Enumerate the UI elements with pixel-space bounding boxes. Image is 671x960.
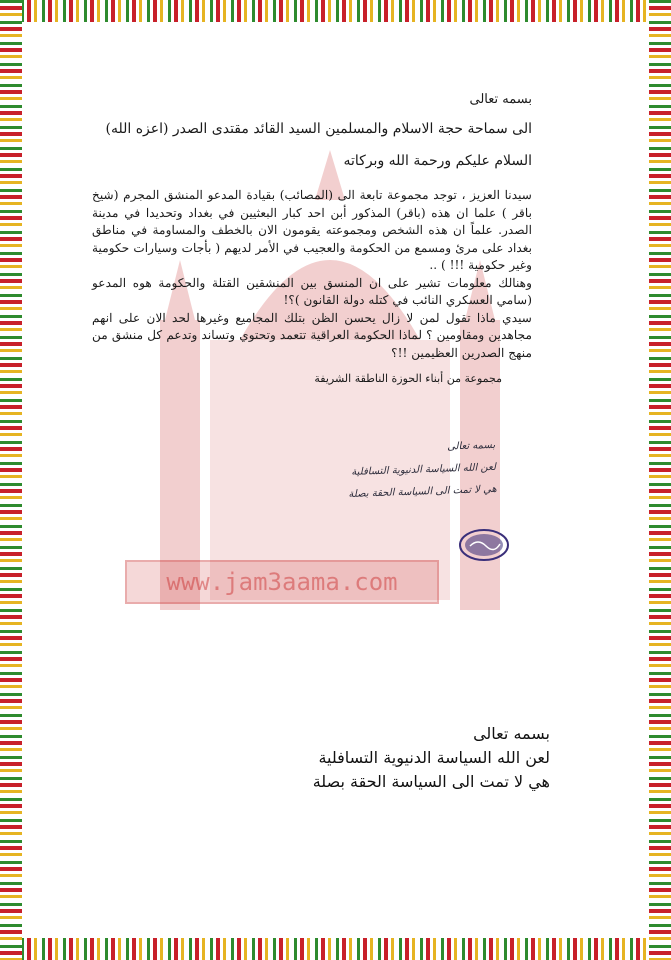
letter-paragraph: وهنالك معلومات تشير على ان المنسق بين المنشقين القتلة والحكومة هوه المدعو (سامي العسكري النائب في كتله دولة القانون )؟! xyxy=(92,275,532,307)
watermark-url: www.jam3aama.com xyxy=(125,560,439,604)
decorative-border-top xyxy=(0,0,671,22)
decorative-border-bottom xyxy=(0,938,671,960)
handwritten-line: بسمه تعالى xyxy=(446,439,496,453)
printed-reply xyxy=(150,722,550,794)
letter-signature: مجموعة من أبناء الحوزة الناطقة الشريفة xyxy=(314,372,502,385)
printed-line: بسمه تعالى xyxy=(473,724,550,743)
letter-paragraph: سيدي ماذا تقول لمن لا زال يحسن الظن بتلك المجاميع وغيرها لحد الان على انهم مجاهدين ومقاومين ؟ لماذا الحكومة العراقية تتعمد وتحتوي وتساند وتدعم كل منشق من منهج الصدرين العظيمين !!؟ xyxy=(92,310,532,360)
printed-line: لعن الله السياسة الدنيوية التسافلية xyxy=(318,748,550,767)
decorative-border-left xyxy=(0,0,22,960)
decorative-border-right xyxy=(649,0,671,960)
letter-basmala: بسمه تعالى xyxy=(469,92,532,107)
printed-line: هي لا تمت الى السياسة الحقة بصلة xyxy=(312,772,550,791)
typed-letter xyxy=(92,92,532,385)
letter-greeting: السلام عليكم ورحمة الله وبركاته xyxy=(343,153,532,169)
letter-addressee: الى سماحة حجة الاسلام والمسلمين السيد القائد مقتدى الصدر (اعزه الله) xyxy=(105,121,532,137)
handwritten-line: هي لا تمت الى السياسة الحقة بصلة xyxy=(348,483,497,501)
handwritten-line: لعن الله السياسة الدنيوية التسافلية xyxy=(351,461,497,478)
seal-stamp-icon xyxy=(458,528,510,562)
letter-paragraph: سيدنا العزيز ، توجد مجموعة تابعة الى (المصائب) بقيادة المدعو المنشق المجرم (شيخ باقر ) علما ان هذه (باقر) المذكور أبن احد كبار البعثيين في بغداد وتحديدا في مدينة الصدر. علماً ان هذه الشخص ومجموعته يقومون الان بالخطف والمساومة في مناطق بغداد على مرئ ومسمع من الحكومة والعجيب في الأمر لديهم ( بأجات وسيارات حكومية وغير حكومية !!! ) .. xyxy=(92,188,532,272)
letter-body xyxy=(92,187,532,362)
handwritten-reply xyxy=(315,435,497,507)
